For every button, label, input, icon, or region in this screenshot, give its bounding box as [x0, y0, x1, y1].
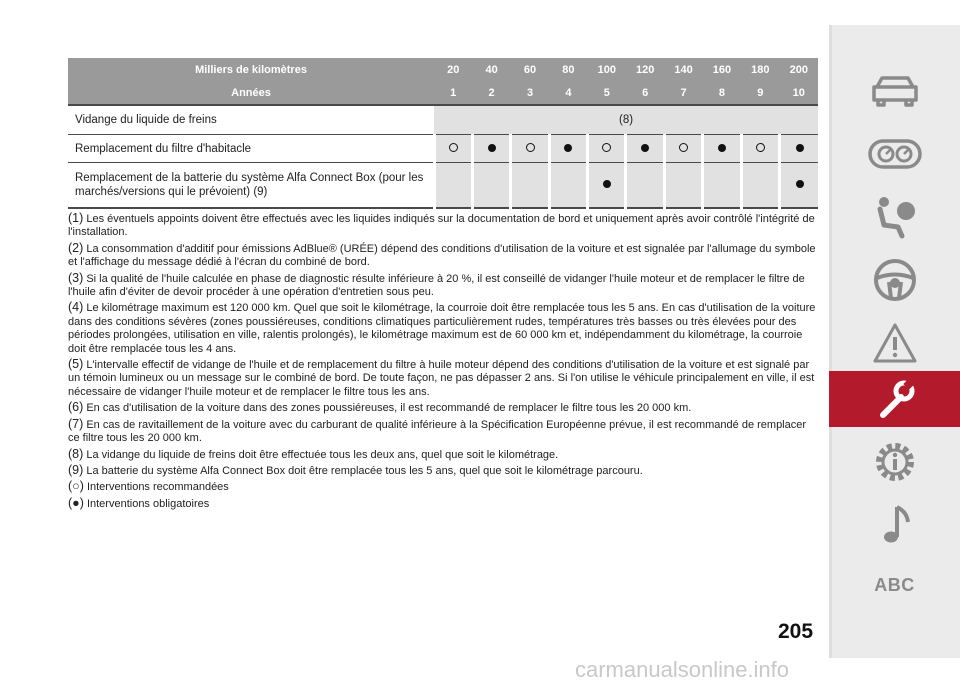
steering-wheel-icon[interactable] — [829, 252, 960, 308]
schedule-cell — [549, 135, 587, 163]
wrench-icon[interactable] — [829, 371, 960, 427]
mandatory-dot-icon — [603, 180, 611, 188]
footnote-item — [68, 401, 818, 415]
km-header-cell: 60 — [511, 58, 549, 81]
recommended-circle-icon — [602, 143, 611, 152]
km-header-cell: 80 — [549, 58, 587, 81]
footnote-text: Interventions recommandées — [86, 481, 229, 494]
schedule-cell — [780, 135, 818, 163]
footnote-text: Interventions obligatoires — [86, 497, 210, 510]
row-label: Remplacement de la batterie du système Alfa Connect Box (pour les marchés/versions qui le prévoient) (9) — [68, 163, 434, 209]
recommended-circle-icon — [679, 143, 688, 152]
km-header-cell: 120 — [626, 58, 664, 81]
airbag-passenger-icon[interactable] — [829, 189, 960, 245]
year-header-cell: 3 — [511, 81, 549, 105]
chapter-sidebar — [829, 25, 960, 658]
footnote-text: L'intervalle effectif de vidange de l'huile et de remplacement du filtre à huile moteur dépend des conditions d'utilisation de la voiture et est signalé par un témoin lumineux ou un message sur le combiné de bord. De toute façon, ne pas dépasser 2 ans. Si l'on utilise le véhicule principalement en ville, il est nécessaire de vidanger l'huile moteur et de remplacer le filtre tous les ans. — [68, 359, 815, 398]
footnote-number: (5) — [68, 357, 84, 372]
music-note-icon[interactable] — [829, 497, 960, 553]
recommended-circle-icon — [756, 143, 765, 152]
footnote-number: (4) — [68, 300, 84, 315]
footnote-item — [68, 212, 818, 240]
km-header-cell: 20 — [434, 58, 472, 81]
schedule-cell — [626, 163, 664, 209]
schedule-cell — [664, 135, 702, 163]
footnote-number: (6) — [68, 400, 84, 415]
footnote-item — [68, 272, 818, 300]
km-header-row — [68, 58, 818, 81]
schedule-cell — [664, 163, 702, 209]
year-header-cell: 5 — [588, 81, 626, 105]
dashboard-gauges-icon[interactable] — [829, 126, 960, 182]
footnote-text: En cas d'utilisation de la voiture dans des zones poussiéreuses, il est recommandé de remplacer le filtre tous les 20 000 km. — [86, 402, 692, 415]
footnote-number: (2) — [68, 240, 84, 255]
maintenance-schedule-table — [68, 58, 818, 209]
abc-label: ABC — [874, 574, 915, 595]
footnote-number: (3) — [68, 270, 84, 285]
table-row — [68, 105, 818, 135]
mandatory-dot-icon — [718, 144, 726, 152]
years-header-row — [68, 81, 818, 105]
footnote-text: La vidange du liquide de freins doit être effectuée tous les deux ans, quel que soit le kilométrage. — [86, 448, 559, 461]
year-header-cell: 2 — [472, 81, 510, 105]
year-header-cell: 8 — [703, 81, 741, 105]
footnote-item — [68, 464, 818, 478]
schedule-cell — [626, 135, 664, 163]
schedule-cell — [588, 135, 626, 163]
table-row — [68, 163, 818, 209]
footnote-number: (1) — [68, 211, 84, 225]
km-header-cell: 100 — [588, 58, 626, 81]
footnote-number: (8) — [68, 446, 84, 461]
footnote-item — [68, 418, 818, 446]
footnote-number: (9) — [68, 462, 84, 477]
footnotes — [68, 212, 818, 511]
year-header-cell: 1 — [434, 81, 472, 105]
schedule-cell — [434, 163, 472, 209]
footnote-item — [68, 480, 818, 494]
year-header-cell: 7 — [664, 81, 702, 105]
years-header-label: Années — [68, 81, 434, 105]
schedule-cell — [511, 135, 549, 163]
schedule-cell — [703, 163, 741, 209]
schedule-cell — [780, 163, 818, 209]
footnote-item — [68, 358, 818, 399]
abc-index-icon[interactable] — [829, 557, 960, 613]
row-label: Vidange du liquide de freins — [68, 105, 434, 135]
footnote-text: En cas de ravitaillement de la voiture avec du carburant de qualité inférieure à la Spécification Européenne prévue, il est recommandé de remplacer ce filtre tous les 20 000 km. — [68, 418, 807, 445]
info-gear-icon[interactable] — [829, 434, 960, 490]
footnote-item — [68, 242, 818, 270]
footnote-text: Le kilométrage maximum est 120 000 km. Quel que soit le kilométrage, la courroie doit être remplacée tous les 5 ans. En cas d'utilisation de la voiture dans des conditions sévères (zones poussiéreuses, conditions climatiques particulièrement rudes, températures très basses ou très élevées pour des périodes prolongées, utilisation en ville, ralentis prolongés), le kilométrage maximum est de 60 000 km et, indépendamment du kilométrage, la courroie doit être remplacée tous les 4 ans. — [68, 302, 816, 355]
warning-triangle-icon[interactable] — [829, 315, 960, 371]
mandatory-dot-icon — [796, 144, 804, 152]
recommended-circle-icon — [526, 143, 535, 152]
footnote-number: (7) — [68, 416, 84, 431]
km-header-cell: 180 — [741, 58, 779, 81]
recommended-circle-icon — [449, 143, 458, 152]
year-header-cell: 9 — [741, 81, 779, 105]
footnote-item — [68, 448, 818, 462]
footnote-item — [68, 497, 818, 511]
footnote-text: Si la qualité de l'huile calculée en phase de diagnostic résulte inférieure à 20 %, il est conseillé de vidanger l'huile moteur et de remplacer le filtre de l'huile afin d'éviter de devoir procéder à une opération d'entretien sous peu. — [68, 272, 805, 299]
schedule-cell — [472, 163, 510, 209]
row-label: Remplacement du filtre d'habitacle — [68, 135, 434, 163]
km-header-cell: 40 — [472, 58, 510, 81]
km-header-cell: 200 — [780, 58, 818, 81]
note-ref-cell: (8) — [434, 105, 818, 135]
km-header-cell: 140 — [664, 58, 702, 81]
schedule-cell — [511, 163, 549, 209]
mandatory-dot-icon — [641, 144, 649, 152]
footnote-number: (●) — [68, 495, 84, 510]
footnote-text: La batterie du système Alfa Connect Box doit être remplacée tous les 5 ans, quel que soit le kilométrage parcouru. — [86, 464, 643, 477]
page-number: 205 — [778, 620, 814, 643]
year-header-cell: 6 — [626, 81, 664, 105]
year-header-cell: 4 — [549, 81, 587, 105]
schedule-cell — [588, 163, 626, 209]
schedule-cell — [549, 163, 587, 209]
schedule-cell — [741, 135, 779, 163]
mandatory-dot-icon — [796, 180, 804, 188]
km-header-cell: 160 — [703, 58, 741, 81]
footnote-item — [68, 301, 818, 356]
footnote-text: Les éventuels appoints doivent être effectués avec les liquides indiqués sur la documentation de bord et uniquement après avoir contrôlé l'intégrité de l'installation. — [68, 213, 815, 239]
km-header-label: Milliers de kilomètres — [68, 58, 434, 81]
schedule-cell — [472, 135, 510, 163]
mandatory-dot-icon — [488, 144, 496, 152]
watermark: carmanualsonline.info — [575, 657, 790, 682]
schedule-cell — [434, 135, 472, 163]
year-header-cell: 10 — [780, 81, 818, 105]
schedule-cell — [703, 135, 741, 163]
car-icon[interactable] — [829, 63, 960, 119]
table-row — [68, 135, 818, 163]
schedule-cell — [741, 163, 779, 209]
mandatory-dot-icon — [564, 144, 572, 152]
footnote-text: La consommation d'additif pour émissions AdBlue® (URÉE) dépend des conditions d'utilisation de la voiture et est signalée par l'allumage du symbole et l'affichage du message dédié à l'écran du combiné de bord. — [68, 242, 816, 269]
footnote-number: (○) — [68, 479, 84, 494]
maintenance-page — [68, 58, 818, 513]
